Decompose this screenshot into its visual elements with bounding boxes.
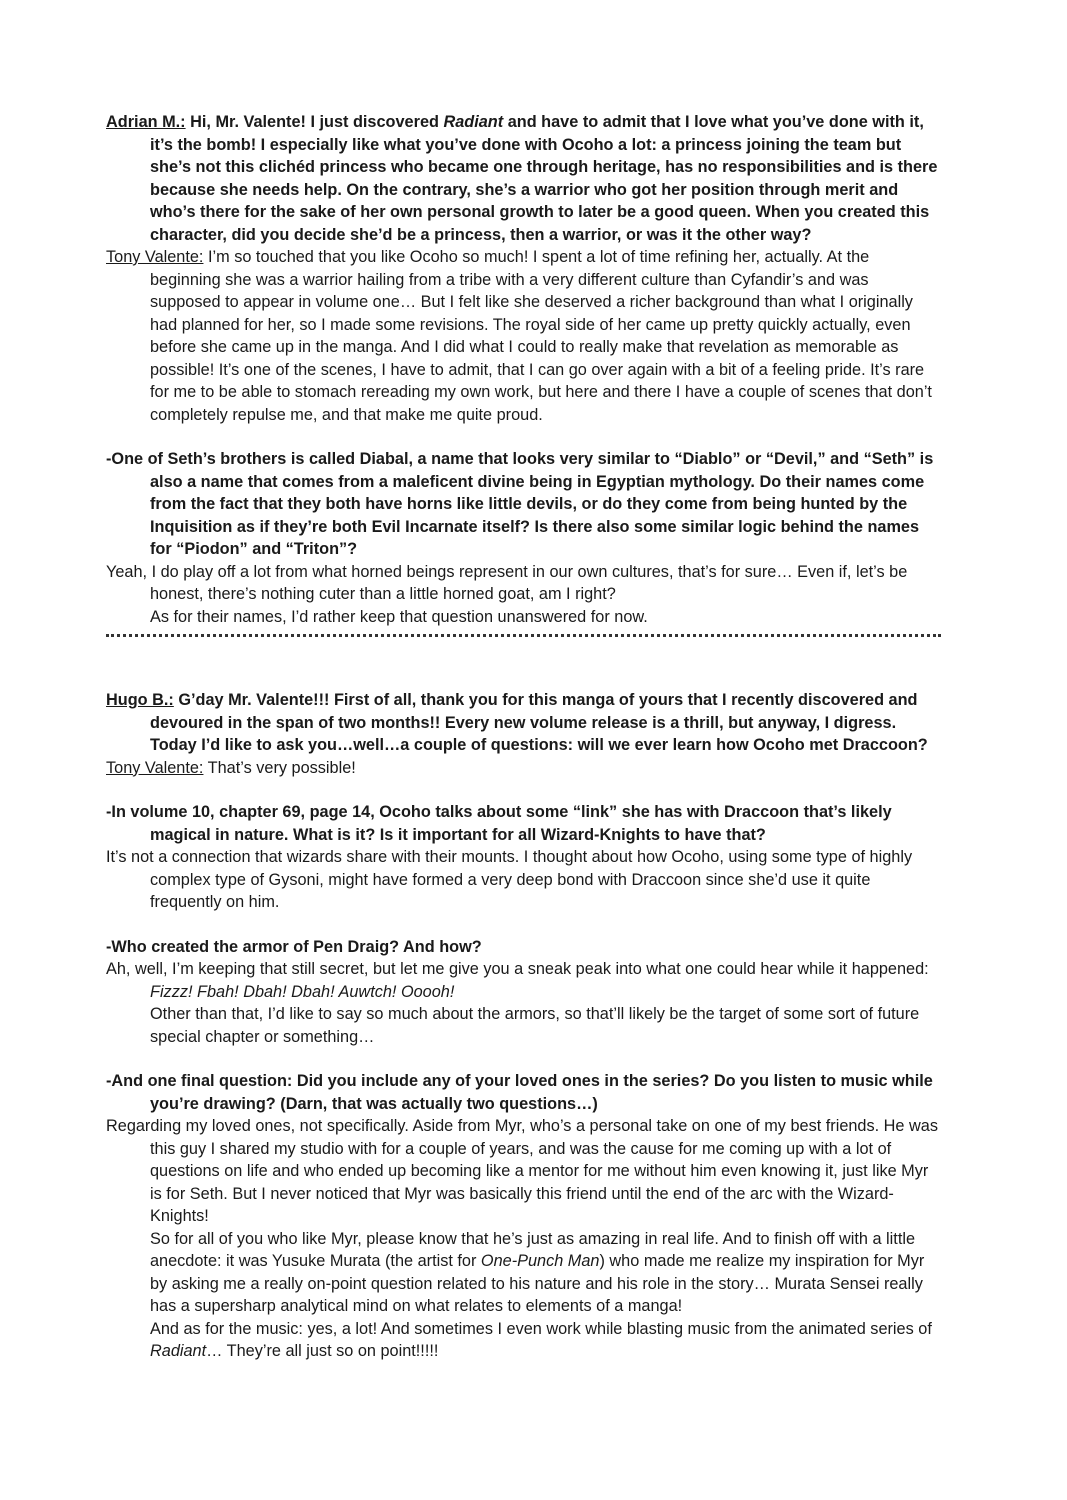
question-names: -One of Seth’s brothers is called Diabal, a name that looks very similar to “Diablo” or “Devil,” and “Seth” is also a name that comes from a maleficent divine being in Egyptian mythology. Do their names come from the fact that they both have horns like little devils, or do they come from being hunted by the Inquisition as if they’re both Evil Incarnate itself? Is there also some similar logic behind the names for “Piodon” and “Triton”? [106,450,934,558]
answer-final-music: And as for the music: yes, a lot! And sometimes I even work while blasting music from the animated series of Radiant… They’re all just so on point!!!!! [150,1319,932,1360]
speaker-tony: Tony Valente: [106,758,204,777]
answer-tony [106,246,941,426]
answer-names: Yeah, I do play off a lot from what horned beings represent in our own cultures, that’s for sure… Even if, let’s be honest, there’s nothing cuter than a little horned goat, am I right? [106,562,908,603]
sound-effects: Fizzz! Fbah! Dbah! Dbah! Auwtch! Ooooh! [150,982,455,1001]
answer-final-myr: So for all of you who like Myr, please know that he’s just as amazing in real life. And to finish off with a little anecdote: it was Yusuke Murata (the artist for One-Punch Man) who made me realize my inspiration for Myr by asking me a really on-point question related to his nature and his role in the story… Murata Sensei really has a supersharp analytical mind on what relates to elements of a manga! [150,1229,925,1315]
answer-text: That’s very possible! [203,758,356,777]
question-final: -And one final question: Did you include any of your loved ones in the series? Do you listen to music while you’re drawing? (Darn, that was actually two questions…) [106,1072,933,1113]
question-hugo [106,689,941,757]
speaker-adrian: Adrian M.: [106,113,186,131]
answer-text: Ah, well, I’m keeping that still secret, but let me give you a sneak peak into what one could hear while it happened: [106,960,929,978]
title-one-punch-man: One-Punch Man [480,1252,600,1270]
answer-names-cont: As for their names, I’d rather keep that question unanswered for now. [150,607,648,626]
answer-final: Regarding my loved ones, not specifically. Aside from Myr, who’s a personal take on one of my best friends. He was this guy I shared my studio with for a couple of years, and was the cause for me coming up with a lot of questions on life and who ended up becoming like a mentor for me without him even knowing it, just like Myr is for Seth. But I never noticed that Myr was basically this friend until the end of the arc with the Wizard-Knights! [106,1117,938,1225]
speaker-hugo: Hugo B.: [106,691,174,709]
answer-tony-2 [106,757,941,780]
title-radiant: Radiant [443,113,504,131]
question-adrian [106,111,941,246]
answer-armor-cont: Other than that, I’d like to say so much about the armors, so that’ll likely be the target of some sort of future special chapter or something… [150,1005,920,1046]
question-armor: -Who created the armor of Pen Draig? And how? [106,937,482,956]
answer-text: I’m so touched that you like Ocoho so much! I spent a lot of time refining her, actually. At the beginning she was a warrior hailing from a tribe with a very different culture than Cyfandir’s and was supposed to appear in volume one… But I felt like she deserved a richer background than what I originally had planned for her, so I made some revisions. The royal side of her came up pretty quickly actually, even before she came up in the manga. And I did what I could to really make that revelation as memorable as possible! It’s one of the scenes, I have to admit, that I can go over again with a bit of a feeling pride. It’s rare for me to be able to stomach rereading my own work, but here and there I have a couple of scenes that don’t completely repulse me, and that make me quite proud. [150,248,932,424]
question-text: G’day Mr. Valente!!! First of all, thank you for this manga of yours that I recently discovered and devoured in the span of two months!! Every new volume release is a thrill, but anyway, I digress. Today I’d like to ask you…well…a couple of questions: will we ever learn how Ocoho met Draccoon? [150,691,928,754]
question-text-cont: and have to admit that I love what you’ve done with it, it’s the bomb! I especially like what you’ve done with Ocoho a lot: a princess joining the team but she’s not this clichéd princess who became one through heritage, has no responsibilities and is there because she needs help. On the contrary, she’s a warrior who got her position through merit and who’s there for the sake of her own personal growth to later be a good queen. When you created this character, did you decide she’d be a princess, then a warrior, or was it the other way? [150,113,938,244]
speaker-tony: Tony Valente: [106,248,204,266]
title-radiant: Radiant [150,1342,207,1360]
question-text: Hi, Mr. Valente! I just discovered [185,113,444,131]
answer-armor [106,958,941,1003]
answer-link: It’s not a connection that wizards share with their mounts. I thought about how Ocoho, using some type of highly complex type of Gysoni, might have formed a very deep bond with Draccoon since she’d use it quite frequently on him. [106,848,913,911]
qa-page [106,111,941,1363]
question-link: -In volume 10, chapter 69, page 14, Ocoho talks about some “link” she has with Draccoon that’s likely magical in nature. What is it? Is it important for all Wizard-Knights to have that? [106,803,892,844]
